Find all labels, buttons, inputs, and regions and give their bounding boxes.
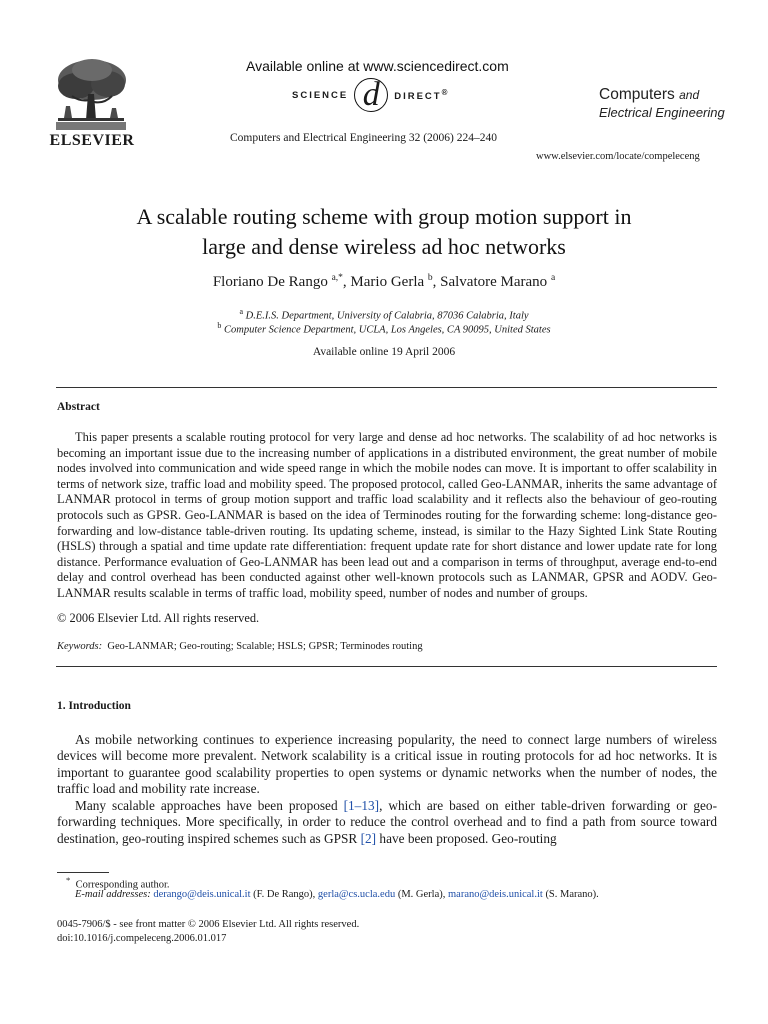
sciencedirect-logo-d: d	[354, 78, 388, 112]
affiliation-text: Computer Science Department, UCLA, Los Angeles, CA 90095, United States	[224, 324, 551, 336]
author-affil-mark[interactable]: a	[550, 273, 556, 283]
section-heading-introduction: 1. Introduction	[57, 700, 131, 712]
journal-url-link[interactable]: www.elsevier.com/locate/compeleceng	[536, 151, 700, 162]
available-date: Available online 19 April 2006	[312, 346, 456, 358]
sciencedirect-logo-mark: ®	[441, 87, 450, 97]
keywords	[57, 641, 423, 652]
citation-link[interactable]: [2]	[360, 830, 377, 846]
para-text: have been proposed. Geo-routing	[376, 830, 557, 846]
affiliation-mark: b	[217, 321, 222, 330]
email-owner: (M. Gerla),	[395, 889, 448, 900]
abstract-text: This paper presents a scalable routing protocol for very large and dense ad hoc networks. The scalability of ad hoc networks is becoming an important issue due to the increasing number of applications in a distributed environment, the great number of mobile nodes involved into communication and wide speed range in which the mobile nodes can move. It is important to offer scalability in terms of network size, traffic load and mobility speed. The proposed protocol, called Geo-LANMAR, inherits the same advantage of LANMAR protocol in terms of group motion support and traffic load scalability and it reflects also the behaviour of geo-routing protocols such as GPSR. Geo-LANMAR is based on the idea of Terminodes routing for the forwarding scheme: long-distance geo-forwarding and low-distance table-driven routing. Its updating scheme, instead, is similar to the Hazy Sighted Link State Routing (HSLS) through a spatial and time update rate differentiation: frequent update rate for short distance and lower update rate for long distance. Performance evaluation of Geo-LANMAR has been lead out and a comparison in terms of throughput, average end-to-end delay and control overhead has been conducted against other well-known protocols such as LANMAR, GPSR and AODV. Geo-LANMAR results scalable in terms of traffic load, mobility speed, number of nodes and number of groups.	[57, 430, 717, 600]
keywords-label: Keywords:	[57, 641, 103, 652]
journal-reference: Computers and Electrical Engineering 32 (2006) 224–240	[230, 132, 497, 144]
author-list	[40, 273, 728, 291]
paper-title-line1: A scalable routing scheme with group motion support in	[136, 204, 632, 229]
email-label: E-mail addresses:	[75, 889, 151, 900]
intro-paragraph-1: As mobile networking continues to experience increasing popularity, the need to connect large numbers of wireless devices will become more prevalent. Network scalability is a critical issue in routing protocols for ad hoc networks. It is important to guarantee good scalability properties to open systems or dynamic networks when the number of nodes, the traffic load and mobility rate increase.	[57, 732, 717, 797]
email-link[interactable]: derango@deis.unical.it	[153, 889, 251, 900]
affiliation-mark: a	[239, 307, 244, 316]
email-link[interactable]: gerla@cs.ucla.edu	[317, 889, 396, 900]
issn-line: 0045-7906/$ - see front matter © 2006 Elsevier Ltd. All rights reserved.	[57, 919, 360, 930]
author-sep: ,	[432, 274, 441, 290]
author-name: Salvatore Marano	[440, 274, 548, 290]
author-affil-mark[interactable]: a,*	[331, 273, 343, 283]
author-sep: ,	[342, 274, 351, 290]
sciencedirect-logo-right	[394, 88, 449, 102]
para-text: , which are based on either table-driven forwarding or geo-forwarding techniques. More specifically, in order to reduce the control overhead and to find a path from source toward destination, geo-routing inspired schemes such as GPSR	[57, 798, 717, 846]
sciencedirect-logo-left: SCIENCE	[292, 89, 349, 101]
affiliation-b	[40, 321, 728, 336]
journal-name-and: and	[679, 88, 700, 102]
footnote-emails	[75, 889, 599, 900]
author-name: Floriano De Rango	[212, 274, 328, 290]
sciencedirect-logo	[292, 76, 450, 113]
publisher-name: ELSEVIER	[49, 132, 135, 149]
available-online-link[interactable]: Available online at www.sciencedirect.com	[246, 58, 509, 74]
email-link[interactable]: marano@deis.unical.it	[448, 889, 543, 900]
footnote-star: *	[66, 875, 71, 885]
abstract-heading: Abstract	[57, 401, 100, 413]
sciencedirect-logo-right-text: DIRECT	[394, 91, 442, 103]
email-owner: (S. Marano).	[542, 889, 599, 900]
journal-name-line1	[599, 86, 725, 104]
author-affil-mark[interactable]: b	[427, 273, 433, 283]
keywords-list: Geo-LANMAR; Geo-routing; Scalable; HSLS; GPSR; Terminodes routing	[107, 641, 423, 652]
footnote-rule	[57, 872, 109, 873]
affiliation-a	[40, 307, 728, 322]
citation-link[interactable]: [1–13]	[343, 798, 380, 813]
journal-name-computers: Computers	[599, 86, 675, 103]
author-name: Mario Gerla	[350, 274, 425, 290]
doi-line[interactable]: doi:10.1016/j.compeleceng.2006.01.017	[57, 933, 227, 944]
intro-paragraph-2	[57, 798, 717, 847]
journal-name-line2: Electrical Engineering	[599, 105, 725, 120]
paper-title-line2: large and dense wireless ad hoc networks	[202, 234, 566, 259]
affiliation-text: D.E.I.S. Department, University of Calabria, 87036 Calabria, Italy	[245, 310, 529, 322]
divider-top	[56, 387, 717, 388]
paper-title	[40, 202, 728, 262]
divider-bottom	[56, 666, 717, 667]
email-owner: (F. De Rango),	[250, 889, 318, 900]
footnote-corresponding-text: Corresponding author.	[75, 879, 170, 891]
para-text: Many scalable approaches have been proposed	[75, 798, 344, 813]
abstract-copyright: © 2006 Elsevier Ltd. All rights reserved.	[57, 611, 260, 625]
elsevier-tree-logo	[52, 56, 130, 132]
journal-name	[599, 86, 725, 121]
